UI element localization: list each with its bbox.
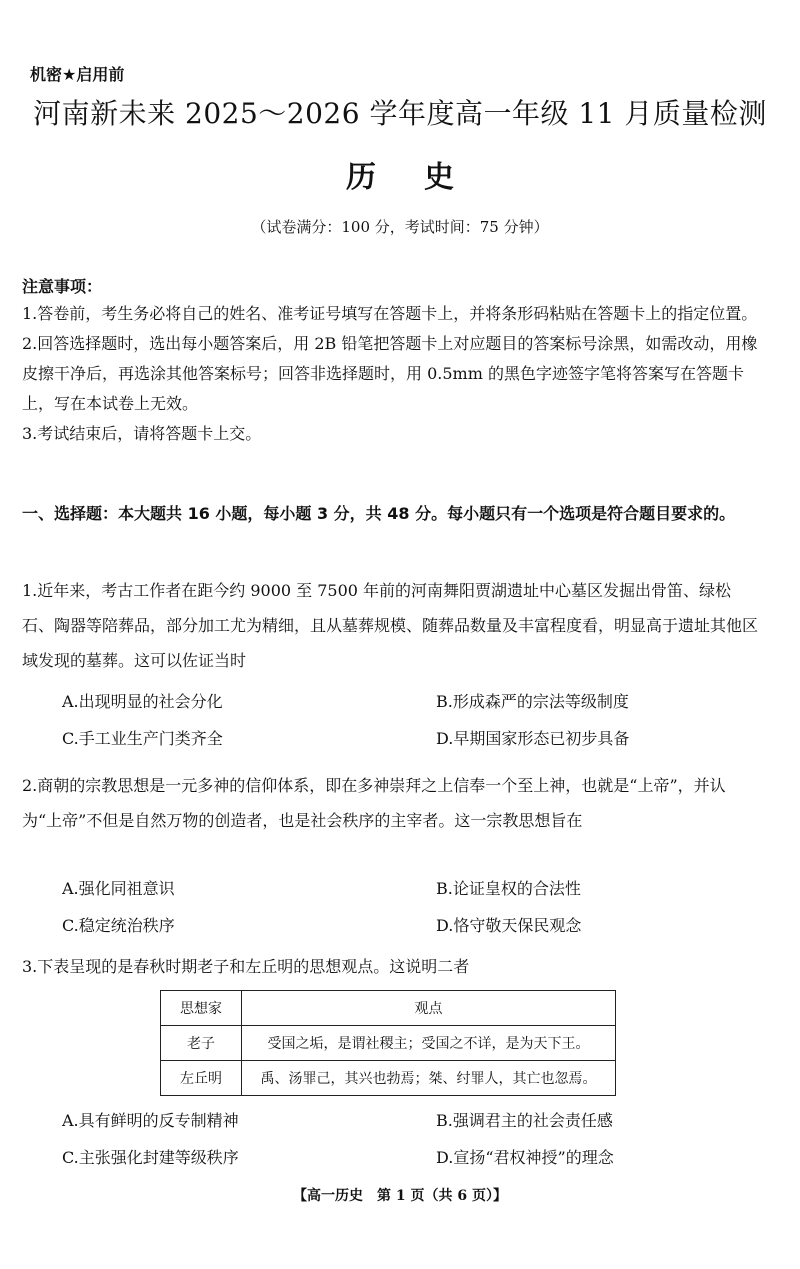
note-item: 1.答卷前，考生务必将自己的姓名、准考证号填写在答题卡上，并将条形码粘贴在答题卡上的指定位置。: [22, 304, 758, 323]
option-d: D.宣扬“君权神授”的理念: [436, 1148, 614, 1167]
table-header: 思想家: [161, 991, 242, 1026]
table-header: 观点: [242, 991, 616, 1026]
question-1-stem: 1.近年来，考古工作者在距今约 9000 至 7500 年前的河南舞阳贾湖遗址中心墓区发掘出骨笛、绿松石、陶器等陪葬品，部分加工尤为精细，且从墓葬规模、随葬品数量及丰富程度看，明显高于遗址其他区域发现的墓葬。这可以佐证当时: [22, 581, 759, 670]
option-a: A.强化同祖意识: [62, 879, 175, 898]
question-3-options: [62, 1108, 762, 1182]
option-b: B.论证皇权的合法性: [436, 879, 581, 898]
viewpoints-table: [160, 990, 616, 1096]
subject-title: 历史: [346, 160, 502, 195]
option-b: B.形成森严的宗法等级制度: [436, 692, 629, 711]
table-row: [161, 1061, 616, 1096]
section-title: 一、选择题：本大题共 16 小题，每小题 3 分，共 48 分。每小题只有一个选项是符合题目要求的。: [22, 504, 736, 523]
confidential-label: 机密★启用前: [30, 65, 125, 84]
note-item: 3.考试结束后，请将答题卡上交。: [22, 424, 262, 443]
table-cell: 禹、汤罪己，其兴也勃焉；桀、纣罪人，其亡也忽焉。: [242, 1061, 616, 1096]
table-cell: 左丘明: [161, 1061, 242, 1096]
question-1-options: [62, 689, 762, 763]
table-header-row: [161, 991, 616, 1026]
exam-title: 河南新未来 2025～2026 学年度高一年级 11 月质量检测: [33, 97, 767, 130]
exam-meta: （试卷满分：100 分，考试时间：75 分钟）: [251, 218, 549, 236]
option-c: C.稳定统治秩序: [62, 916, 175, 935]
question-2-options: [62, 876, 762, 950]
option-a: A.出现明显的社会分化: [62, 692, 223, 711]
notes-heading: 注意事项：: [22, 277, 103, 296]
option-d: D.早期国家形态已初步具备: [436, 729, 630, 748]
note-item: 2.回答选择题时，选出每小题答案后，用 2B 铅笔把答题卡上对应题目的答案标号涂黑，如需改动，用橡皮擦干净后，再选涂其他答案标号；回答非选择题时，用 0.5mm 的黑色字迹签字笔将答案写在答题卡上，写在本试卷上无效。: [22, 334, 758, 413]
question-2-stem: 2.商朝的宗教思想是一元多神的信仰体系，即在多神崇拜之上信奉一个至上神，也就是“上帝”，并认为“上帝”不但是自然万物的创造者，也是社会秩序的主宰者。这一宗教思想旨在: [22, 776, 726, 830]
option-b: B.强调君主的社会责任感: [436, 1111, 613, 1130]
option-a: A.具有鲜明的反专制精神: [62, 1111, 239, 1130]
option-d: D.恪守敬天保民观念: [436, 916, 582, 935]
page-footer: 【高一历史 第 1 页（共 6 页）】: [293, 1188, 507, 1204]
table-row: [161, 1026, 616, 1061]
option-c: C.手工业生产门类齐全: [62, 729, 223, 748]
table-cell: 受国之垢，是谓社稷主；受国之不详，是为天下王。: [242, 1026, 616, 1061]
notes-list: [22, 299, 760, 449]
question-3-stem: 3.下表呈现的是春秋时期老子和左丘明的思想观点。这说明二者: [22, 957, 470, 976]
option-c: C.主张强化封建等级秩序: [62, 1148, 239, 1167]
table-cell: 老子: [161, 1026, 242, 1061]
